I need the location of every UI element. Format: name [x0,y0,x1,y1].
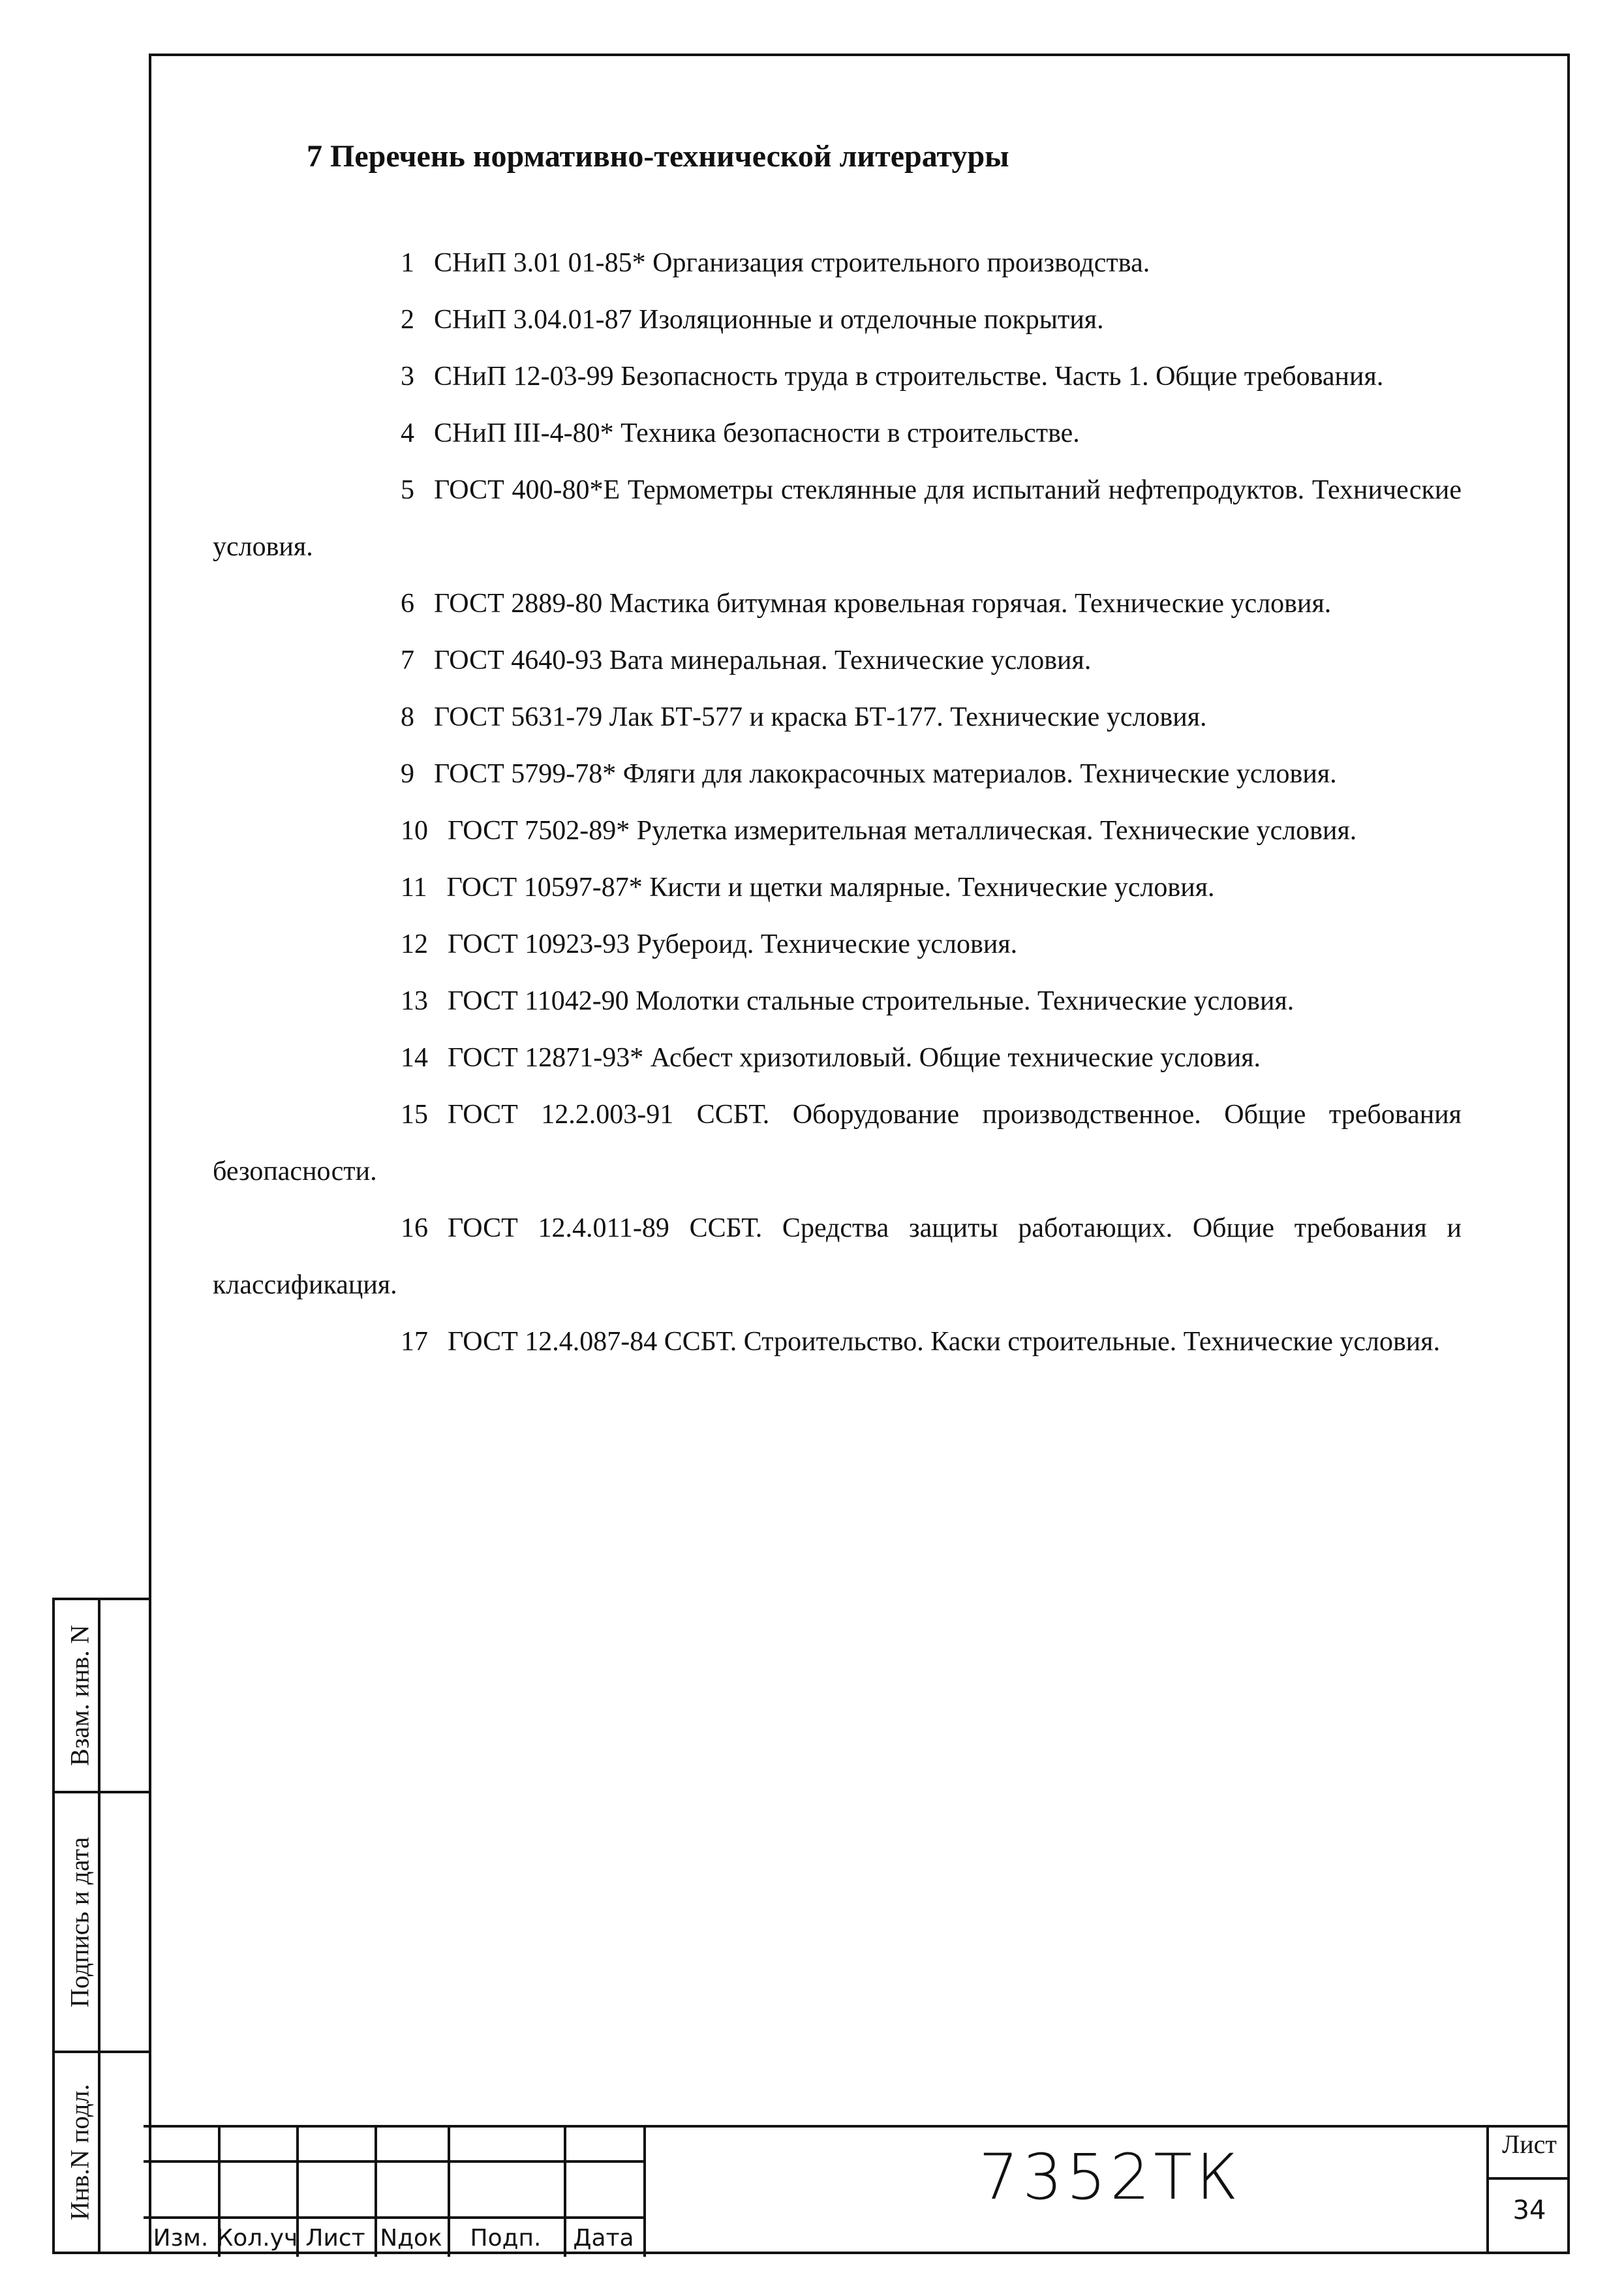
item-number: 13 [401,986,428,1016]
item-number: 1 [401,248,414,278]
item-text: ГОСТ 12.4.011-89 ССБТ. Средства защиты работающих. Общие требования и классификация. [213,1213,1462,1300]
vzam-inv-label: Взам. инв. N [65,1624,95,1767]
list-item [213,462,1462,576]
item-text: ГОСТ 12871-93* Асбест хризотиловый. Общие технические условия. [448,1043,1261,1073]
item-number: 9 [401,759,414,789]
title-block [144,2125,1570,2257]
inv-podl-label: Инв.N подл. [65,2084,95,2221]
col-list: Лист [305,2224,365,2252]
item-text: ГОСТ 11042-90 Молотки стальные строительные. Технические условия. [448,986,1295,1016]
list-item [213,348,1462,405]
list-item [213,405,1462,462]
document-code: 7352ТК [979,2141,1242,2214]
list-item [213,916,1462,973]
section-heading: 7 Перечень нормативно-технической литературы [307,139,1009,174]
item-number: 2 [401,305,414,335]
item-number: 15 [401,1100,428,1130]
col-podp: Подп. [470,2224,542,2252]
item-number: 16 [401,1213,428,1243]
item-text: СНиП 12-03-99 Безопасность труда в строительстве. Часть 1. Общие требования. [434,362,1384,392]
item-number: 11 [401,873,427,903]
item-text: СНиП 3.01 01-85* Организация строительного производства. [434,248,1150,278]
col-ndok: Nдок [380,2224,442,2252]
list-item [213,860,1462,916]
list-item [213,235,1462,292]
revision-grid [144,2128,646,2257]
item-number: 3 [401,362,414,392]
item-number: 12 [401,929,428,959]
item-number: 17 [401,1327,428,1357]
item-text: ГОСТ 400-80*Е Термометры стеклянные для испытаний нефтепродуктов. Технические условия. [213,475,1462,562]
list-item [213,576,1462,632]
list-item [213,292,1462,348]
item-number: 5 [401,475,414,505]
podpis-data-label: Подпись и дата [65,1836,95,2007]
item-number: 8 [401,702,414,732]
item-number: 7 [401,645,414,675]
item-text: ГОСТ 12.2.003-91 ССБТ. Оборудование производственное. Общие требования безопасности. [213,1100,1462,1186]
list-item [213,1200,1462,1314]
item-text: ГОСТ 4640-93 Вата минеральная. Технические условия. [434,645,1092,675]
sheet-box [1486,2125,1570,2254]
col-data: Дата [573,2224,634,2252]
item-text: СНиП III-4-80* Техника безопасности в строительстве. [434,418,1080,448]
reference-list [213,235,1462,1371]
side-stamp [52,1598,149,2254]
sheet-number: 34 [1489,2177,1570,2225]
sheet-label: Лист [1502,2129,1557,2159]
list-item [213,746,1462,803]
item-text: ГОСТ 5631-79 Лак БТ-577 и краска БТ-177. Технические условия. [434,702,1207,732]
item-text: ГОСТ 2889-80 Мастика битумная кровельная горячая. Технические условия. [434,589,1332,619]
list-item [213,1314,1462,1371]
item-text: ГОСТ 7502-89* Рулетка измерительная металлическая. Технические условия. [448,816,1357,846]
grid-line [643,2128,646,2257]
col-izm: Изм. [153,2224,209,2252]
list-item [213,803,1462,860]
list-item [213,1087,1462,1200]
list-item [213,689,1462,746]
list-item [213,1030,1462,1087]
item-number: 10 [401,816,428,846]
item-number: 6 [401,589,414,619]
item-text: ГОСТ 10597-87* Кисти и щетки малярные. Технические условия. [446,873,1215,903]
list-item [213,632,1462,689]
item-text: СНиП 3.04.01-87 Изоляционные и отделочные покрытия. [434,305,1104,335]
item-number: 14 [401,1043,428,1073]
col-kol-uch: Кол.уч [216,2224,298,2252]
item-number: 4 [401,418,414,448]
list-item [213,973,1462,1030]
item-text: ГОСТ 10923-93 Рубероид. Технические условия. [448,929,1018,959]
item-text: ГОСТ 12.4.087-84 ССБТ. Строительство. Каски строительные. Технические условия. [448,1327,1441,1357]
item-text: ГОСТ 5799-78* Фляги для лакокрасочных материалов. Технические условия. [434,759,1337,789]
